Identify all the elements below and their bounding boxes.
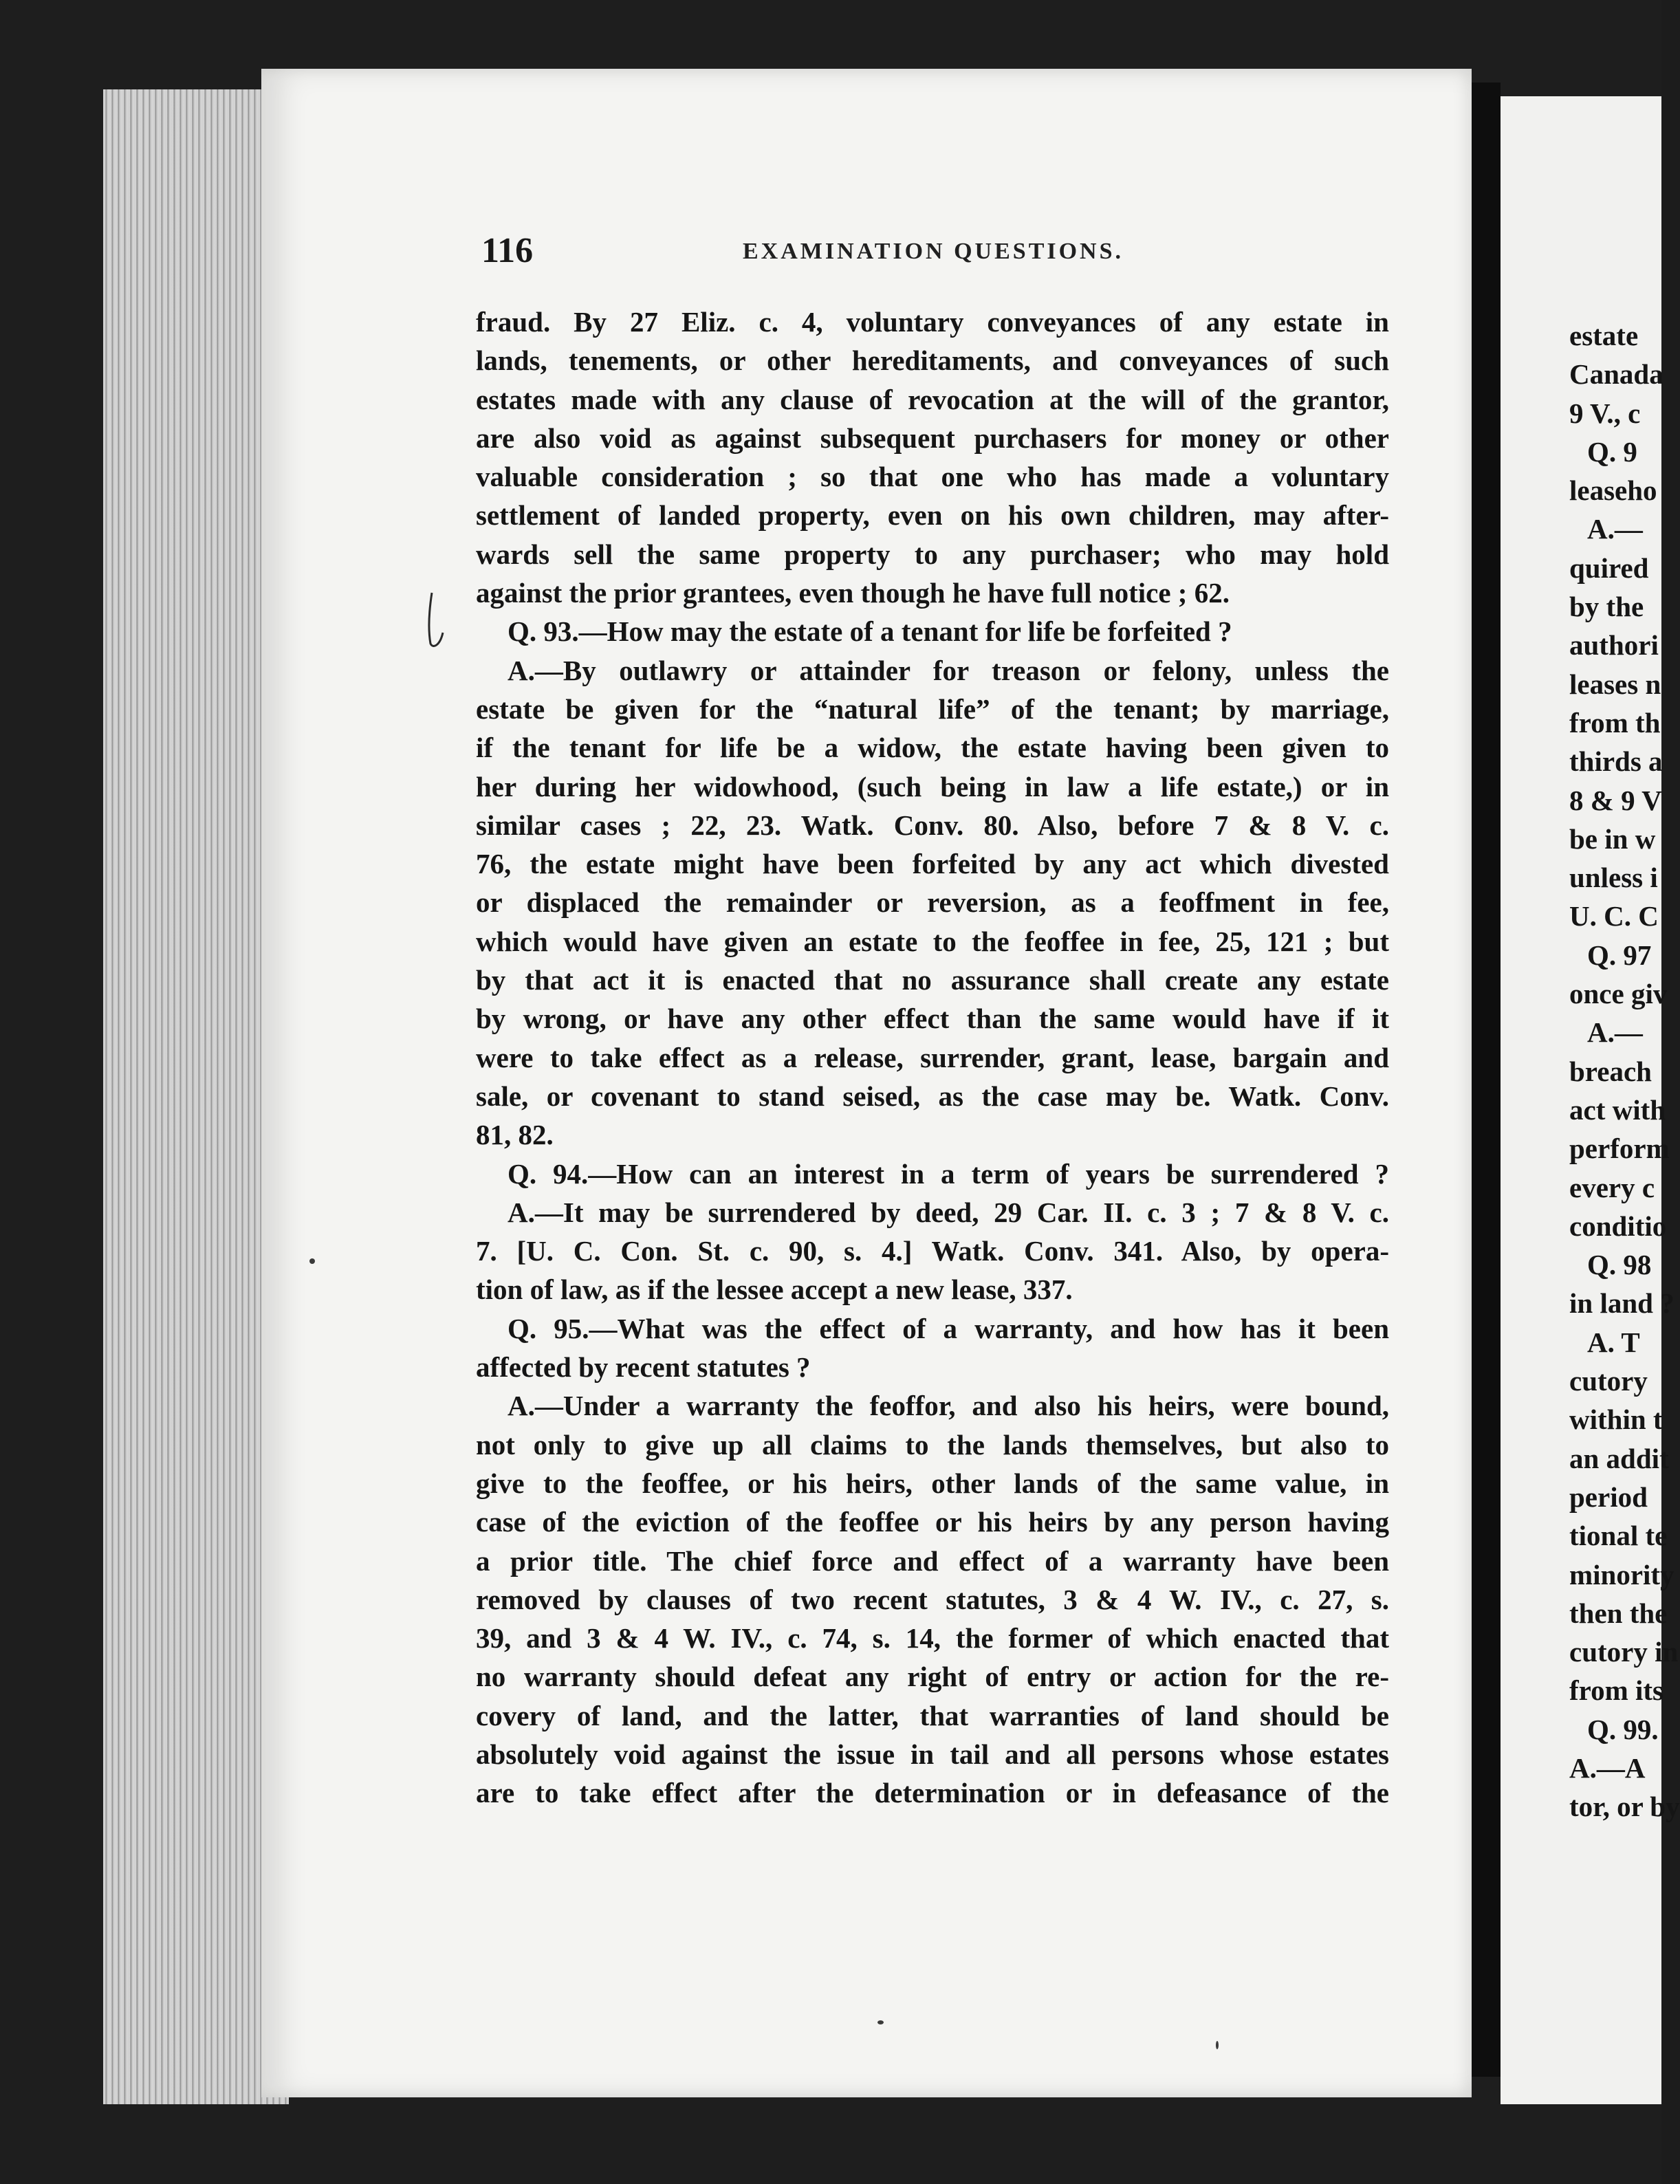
text-line: 81, 82. bbox=[476, 1119, 554, 1151]
text-line: not only to give up all claims to the lands themselves, but also to bbox=[476, 1428, 1389, 1461]
question-line: Q. 94.—How can an interest in a term of years be surrendered ? bbox=[508, 1157, 1389, 1190]
next-page-line: thirds a bbox=[1569, 745, 1663, 778]
next-page-fragment bbox=[1501, 96, 1680, 2104]
question-line: Q. 95.—What was the effect of a warranty, and how has it been bbox=[508, 1312, 1389, 1344]
next-page-line: estate bbox=[1569, 320, 1639, 351]
next-page-line: Q. 98 bbox=[1587, 1249, 1652, 1281]
page-number: 116 bbox=[481, 231, 534, 270]
next-page-line: A. T bbox=[1587, 1326, 1640, 1358]
text-line: were to take effect as a release, surrender, grant, lease, bargain and bbox=[476, 1041, 1389, 1073]
book-gutter bbox=[1472, 83, 1501, 2077]
answer-line: A.—By outlawry or attainder for treason or felony, unless the bbox=[508, 654, 1389, 686]
next-page-line: cutory bbox=[1569, 1365, 1648, 1397]
text-line: tion of law, as if the lessee accept a new lease, 337. bbox=[476, 1274, 1073, 1306]
next-page-line: within t bbox=[1569, 1404, 1663, 1436]
next-page-line: be in w bbox=[1569, 822, 1656, 855]
next-page-line: Q. 97 bbox=[1587, 939, 1652, 971]
next-page-line: from its bbox=[1569, 1674, 1664, 1707]
next-page-line: A.— bbox=[1587, 1016, 1643, 1049]
text-line: 39, and 3 & 4 W. IV., c. 74, s. 14, the former of which enacted that bbox=[476, 1622, 1389, 1655]
pencil-check-mark bbox=[422, 590, 446, 652]
next-page-line: breach bbox=[1569, 1055, 1652, 1087]
answer-line: A.—It may be surrendered by deed, 29 Car. II. c. 3 ; 7 & 8 V. c. bbox=[508, 1196, 1389, 1228]
next-page-line: authori bbox=[1569, 629, 1659, 662]
question-line: Q. 93.—How may the estate of a tenant for life be forfeited ? bbox=[508, 615, 1232, 648]
text-line: or displaced the remainder or reversion, as a feoffment in fee, bbox=[476, 886, 1389, 919]
text-line: valuable consideration ; so that one who has made a voluntary bbox=[476, 461, 1389, 493]
text-line: sale, or covenant to stand seised, as the case may be. Watk. Conv. bbox=[476, 1080, 1389, 1112]
next-page-line: leases n bbox=[1569, 668, 1661, 700]
text-line: by that act it is enacted that no assurance shall create any estate bbox=[476, 964, 1389, 996]
text-line: wards sell the same property to any purchaser; who may hold bbox=[476, 538, 1389, 570]
next-page-line: 8 & 9 V bbox=[1569, 784, 1662, 816]
text-line: affected by recent statutes ? bbox=[476, 1351, 811, 1384]
text-line: her during her widowhood, (such being in law a life estate,) or in bbox=[476, 770, 1389, 802]
next-page-line: conditio bbox=[1569, 1210, 1667, 1242]
next-page-line: an addit bbox=[1569, 1442, 1669, 1474]
next-page-line: every c bbox=[1569, 1171, 1655, 1203]
next-page-line: minority bbox=[1569, 1558, 1674, 1591]
page-header bbox=[481, 230, 1403, 272]
text-line: covery of land, and the latter, that warranties of land should be bbox=[476, 1699, 1389, 1732]
text-line: a prior title. The chief force and effect of a warranty have been bbox=[476, 1544, 1389, 1577]
next-page-line: Q. 99. bbox=[1587, 1713, 1659, 1745]
text-line: absolutely void against the issue in tail and all persons whose estates bbox=[476, 1738, 1389, 1770]
next-page-line: by the bbox=[1569, 591, 1644, 623]
next-page-line: U. C. C bbox=[1569, 900, 1659, 932]
text-line: settlement of landed property, even on his own children, may after- bbox=[476, 499, 1389, 532]
text-line: are also void as against subsequent purchasers for money or other bbox=[476, 422, 1389, 454]
next-page-line: Q. 9 bbox=[1587, 435, 1637, 468]
next-page-line: quired bbox=[1569, 552, 1649, 584]
text-line: fraud. By 27 Eliz. c. 4, voluntary conveyances of any estate in bbox=[476, 306, 1389, 338]
text-line: if the tenant for life be a widow, the estate having been given to bbox=[476, 732, 1389, 764]
text-line: case of the eviction of the feoffee or his heirs by any person having bbox=[476, 1506, 1389, 1538]
text-line: against the prior grantees, even though he have full notice ; 62. bbox=[476, 577, 1230, 609]
text-line: 76, the estate might have been forfeited by any act which divested bbox=[476, 848, 1389, 880]
scan-speck bbox=[309, 1258, 315, 1264]
next-page-line: tional te bbox=[1569, 1520, 1668, 1552]
scan-speck bbox=[877, 2020, 884, 2024]
next-page-line: in land ? bbox=[1569, 1287, 1674, 1320]
text-line: estate be given for the “natural life” of the tenant; by marriage, bbox=[476, 692, 1389, 725]
text-line: lands, tenements, or other hereditaments, and conveyances of such bbox=[476, 345, 1389, 377]
text-line: no warranty should defeat any right of entry or action for the re- bbox=[476, 1661, 1389, 1693]
scan-speck bbox=[1216, 2041, 1219, 2049]
text-line: 7. [U. C. Con. St. c. 90, s. 4.] Watk. Conv. 341. Also, by opera- bbox=[476, 1235, 1389, 1267]
next-page-line: once giv bbox=[1569, 978, 1668, 1010]
text-line: are to take effect after the determination or in defeasance of the bbox=[476, 1777, 1389, 1809]
next-page-line: then the bbox=[1569, 1597, 1668, 1629]
next-page-line: 9 V., c bbox=[1569, 397, 1641, 429]
text-line: removed by clauses of two recent statutes, 3 & 4 W. IV., c. 27, s. bbox=[476, 1583, 1389, 1615]
next-page-line: A.— bbox=[1587, 513, 1643, 545]
next-page-line: Canada bbox=[1569, 358, 1663, 391]
next-page-line: leaseho bbox=[1569, 474, 1657, 507]
text-line: similar cases ; 22, 23. Watk. Conv. 80. Also, before 7 & 8 V. c. bbox=[476, 809, 1389, 841]
next-page-line: tor, or by bbox=[1569, 1791, 1680, 1823]
next-page-line: act with bbox=[1569, 1093, 1666, 1126]
body-text bbox=[476, 303, 1389, 1813]
next-page-line: A.—A bbox=[1569, 1751, 1646, 1784]
next-page-line: cutory in bbox=[1569, 1636, 1679, 1668]
running-title: EXAMINATION QUESTIONS. bbox=[743, 239, 1124, 264]
text-line: give to the feoffee, or his heirs, other lands of the same value, in bbox=[476, 1467, 1389, 1499]
answer-line: A.—Under a warranty the feoffor, and also his heirs, were bound, bbox=[508, 1390, 1389, 1422]
text-line: estates made with any clause of revocation at the will of the grantor, bbox=[476, 383, 1389, 415]
next-page-line: unless i bbox=[1569, 862, 1658, 894]
text-line: by wrong, or have any other effect than the same would have if it bbox=[476, 1003, 1389, 1035]
next-page-line: period bbox=[1569, 1481, 1648, 1513]
next-page-line: perform bbox=[1569, 1133, 1670, 1165]
next-page-line: from th bbox=[1569, 706, 1661, 739]
text-line: which would have given an estate to the feoffee in fee, 25, 121 ; but bbox=[476, 925, 1389, 957]
